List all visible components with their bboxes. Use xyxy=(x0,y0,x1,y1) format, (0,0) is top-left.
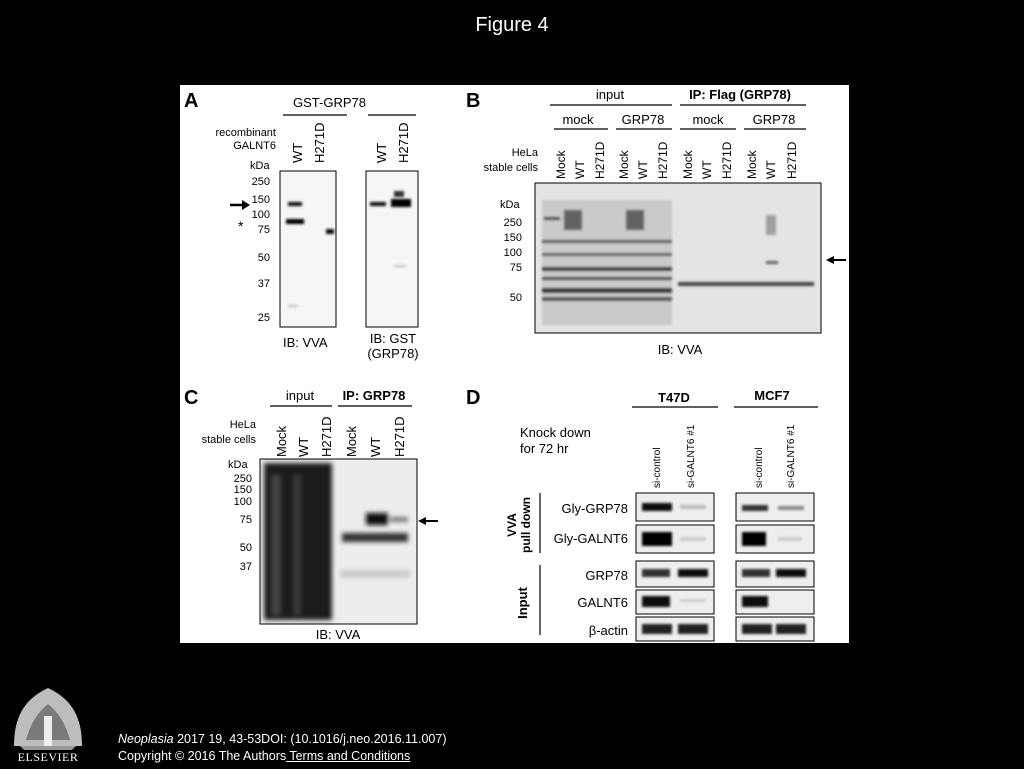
panel-c-lane: H271D xyxy=(319,416,334,457)
panel-a xyxy=(184,90,419,361)
panel-a-marker: 150 xyxy=(251,194,270,206)
panel-d-mcf7: MCF7 xyxy=(754,388,790,403)
panel-b-stable-cells: stable cells xyxy=(483,162,538,174)
panel-b-marker: 75 xyxy=(509,262,522,274)
copyright: Copyright © 2016 The Authors xyxy=(118,749,287,763)
panel-a-kda: kDa xyxy=(250,160,270,172)
panel-b-lane: H271D xyxy=(785,141,799,179)
panel-a-galnt6-label: GALNT6 xyxy=(233,140,276,152)
panel-b-lane: H271D xyxy=(720,141,734,179)
panel-c-lane: WT xyxy=(296,436,311,457)
panel-b-lane: Mock xyxy=(554,150,568,179)
panel-b-input-label: input xyxy=(595,87,625,102)
journal-name: Neoplasia xyxy=(118,732,174,746)
panel-b-marker: 50 xyxy=(509,292,522,304)
panel-c-letter: C xyxy=(184,387,199,409)
panel-c-marker: 75 xyxy=(239,514,252,526)
panel-c-marker: 150 xyxy=(233,484,252,496)
panel-b-mock-2: mock xyxy=(692,112,724,127)
panel-a-star: * xyxy=(238,218,244,234)
panel-d-letter: D xyxy=(466,387,481,409)
panel-b-lane: H271D xyxy=(593,141,607,179)
panel-b-grp78-1: GRP78 xyxy=(621,112,665,127)
panel-c xyxy=(184,387,438,642)
panel-a-marker: 37 xyxy=(257,278,270,290)
panel-d-mcf7-blots xyxy=(736,493,814,641)
panel-d-knockdown-2: for 72 hr xyxy=(520,441,569,456)
panel-d xyxy=(466,387,818,641)
panel-d-si-control-t47d: si-control xyxy=(652,447,663,488)
panel-c-ip-label: IP: GRP78 xyxy=(342,388,406,403)
panel-d-si-control-mcf7: si-control xyxy=(754,447,765,488)
panel-d-t47d: T47D xyxy=(658,390,690,405)
terms-link[interactable]: Terms and Conditions xyxy=(286,749,411,763)
panel-c-lane: WT xyxy=(368,436,383,457)
panel-d-row-label: GRP78 xyxy=(585,568,628,583)
panel-c-hela: HeLa xyxy=(229,419,256,431)
panel-a-letter: A xyxy=(184,90,199,112)
panel-b-mock-1: mock xyxy=(562,112,594,127)
panel-a-marker: 100 xyxy=(251,209,270,221)
panel-a-blot-left xyxy=(280,171,336,327)
panel-a-marker: 250 xyxy=(251,176,270,188)
panel-d-t47d-blots xyxy=(636,493,714,641)
panel-a-ib-left: IB: VVA xyxy=(283,335,328,350)
panel-b xyxy=(466,87,846,357)
elsevier-wordmark: ELSEVIER xyxy=(17,750,79,764)
panel-b-lane: WT xyxy=(700,160,714,179)
panel-a-lane-h271d-1: H271D xyxy=(312,122,327,163)
panel-b-lane: Mock xyxy=(745,150,759,179)
panel-d-knockdown-1: Knock down xyxy=(520,425,591,440)
panel-d-si-galnt6-t47d: si-GALNT6 #1 xyxy=(686,424,697,488)
panel-c-ib: IB: VVA xyxy=(315,627,361,642)
panel-c-lane: Mock xyxy=(344,425,359,457)
elsevier-logo xyxy=(8,680,88,764)
panel-c-arrow xyxy=(418,517,438,525)
panel-b-ip-label: IP: Flag (GRP78) xyxy=(689,87,791,102)
panel-b-ib: IB: VVA xyxy=(657,342,703,357)
panel-d-row-label: Gly-GALNT6 xyxy=(553,531,628,546)
panel-c-lane: Mock xyxy=(274,425,289,457)
panel-d-si-galnt6-mcf7: si-GALNT6 #1 xyxy=(786,424,797,488)
panel-c-marker: 37 xyxy=(239,561,252,573)
panel-b-marker: 250 xyxy=(503,217,522,229)
panel-b-kda: kDa xyxy=(500,199,520,211)
panel-a-blot-right xyxy=(366,171,418,327)
slide-title: Figure 4 xyxy=(475,14,549,36)
panel-b-grp78-2: GRP78 xyxy=(752,112,796,127)
citation: 2017 19, 43-53DOI: (10.1016/j.neo.2016.11.007) xyxy=(173,732,447,746)
panel-c-input-label: input xyxy=(285,388,315,403)
panel-d-row-label: Gly-GRP78 xyxy=(561,501,628,516)
panel-b-lane: H271D xyxy=(656,141,670,179)
panel-c-marker: 50 xyxy=(239,542,252,554)
panel-b-lane: Mock xyxy=(617,150,631,179)
panel-b-lane: WT xyxy=(636,160,650,179)
panel-c-marker: 250 xyxy=(233,473,252,485)
panel-a-ib-right-2: (GRP78) xyxy=(367,346,419,361)
panel-a-header: GST-GRP78 xyxy=(293,95,366,110)
panel-a-ib-right-1: IB: GST xyxy=(369,331,417,346)
panel-d-row-label: β-actin xyxy=(588,623,628,638)
citation-line xyxy=(118,731,446,748)
panel-c-stable-cells: stable cells xyxy=(201,434,256,446)
panel-c-kda: kDa xyxy=(228,459,248,471)
panel-c-lane: H271D xyxy=(392,416,407,457)
figure-4 xyxy=(180,85,849,643)
panel-d-pulldown-label: pull down xyxy=(519,497,533,553)
panel-a-lane-wt-1: WT xyxy=(290,142,305,163)
panel-b-arrow xyxy=(826,256,846,264)
panel-b-marker: 100 xyxy=(503,247,522,259)
copyright-line xyxy=(118,748,446,765)
panel-a-lane-h271d-2: H271D xyxy=(396,122,411,163)
panel-b-letter: B xyxy=(466,90,481,112)
panel-c-marker: 100 xyxy=(233,496,252,508)
panel-d-input-label: Input xyxy=(515,587,530,619)
panel-a-lane-wt-2: WT xyxy=(374,142,389,163)
panel-a-marker: 25 xyxy=(257,312,270,324)
panel-a-marker: 75 xyxy=(257,224,270,236)
panel-b-hela: HeLa xyxy=(511,147,538,159)
panel-b-lane: WT xyxy=(764,160,778,179)
slide-footer xyxy=(118,731,446,765)
panel-a-recombinant-label: recombinant xyxy=(215,127,276,139)
panel-b-lane: WT xyxy=(573,160,587,179)
panel-a-arrow xyxy=(230,200,250,210)
panel-b-lane: Mock xyxy=(681,150,695,179)
panel-d-vva-label: VVA xyxy=(505,513,519,537)
panel-d-row-label: GALNT6 xyxy=(577,595,628,610)
panel-a-marker: 50 xyxy=(257,252,270,264)
panel-b-marker: 150 xyxy=(503,232,522,244)
